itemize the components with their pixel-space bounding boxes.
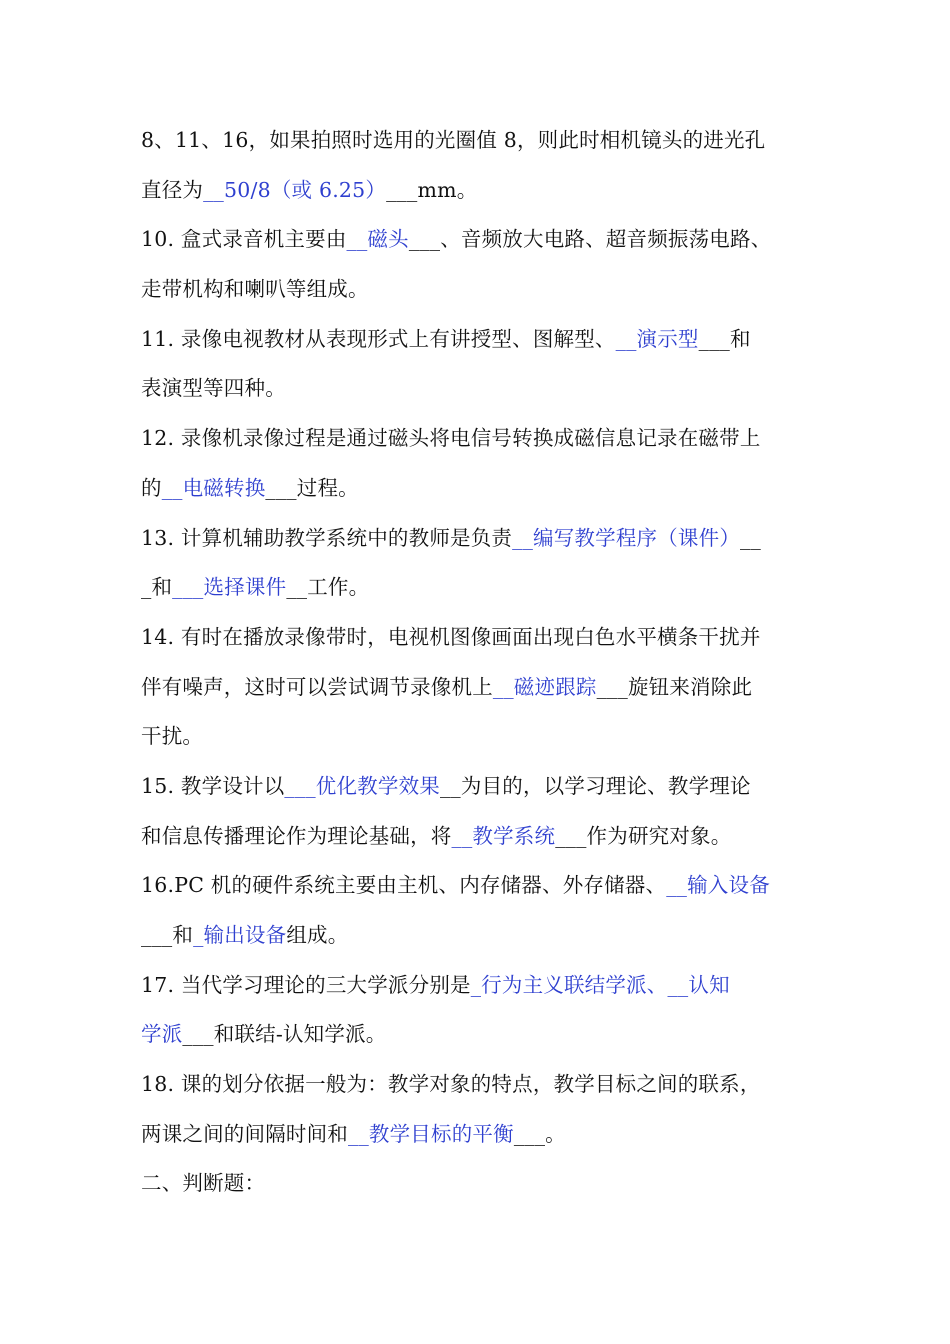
question-text: _和 bbox=[141, 575, 173, 600]
question-text: __ bbox=[740, 525, 761, 550]
answer-text: __磁头 bbox=[346, 227, 409, 252]
answer-text: 学派 bbox=[141, 1022, 183, 1047]
answer-text: ___选择课件 bbox=[172, 575, 287, 600]
text-line bbox=[141, 415, 821, 465]
text-line bbox=[141, 1160, 821, 1210]
text-line bbox=[141, 962, 821, 1012]
document-body bbox=[141, 117, 821, 1210]
question-text: 14. 有时在播放录像带时，电视机图像画面出现白色水平横条干扰并 bbox=[141, 624, 761, 649]
text-line bbox=[141, 515, 821, 565]
answer-text: ___优化教学效果 bbox=[284, 773, 440, 798]
text-line bbox=[141, 1111, 821, 1161]
question-text: 的 bbox=[141, 475, 162, 500]
question-text: ___和联结-认知学派。 bbox=[182, 1022, 387, 1047]
question-text: 二、判断题： bbox=[141, 1171, 266, 1196]
question-text: ___。 bbox=[513, 1121, 566, 1146]
question-text: 11. 录像电视教材从表现形式上有讲授型、图解型、 bbox=[141, 326, 616, 351]
text-line bbox=[141, 564, 821, 614]
question-text: ___旋钮来消除此 bbox=[596, 674, 753, 699]
question-text: ___和 bbox=[698, 326, 751, 351]
question-text: ___过程。 bbox=[265, 475, 359, 500]
question-text: ___、音频放大电路、超音频振荡电路、 bbox=[408, 227, 772, 252]
question-text: 13. 计算机辅助教学系统中的教师是负责 bbox=[141, 525, 513, 550]
question-text: 15. 教学设计以 bbox=[141, 773, 285, 798]
answer-text: __输入设备 bbox=[666, 873, 770, 898]
question-text: ___mm。 bbox=[386, 177, 478, 202]
text-line bbox=[141, 117, 821, 167]
question-text: 12. 录像机录像过程是通过磁头将电信号转换成磁信息记录在磁带上 bbox=[141, 426, 761, 451]
question-text: 16.PC 机的硬件系统主要由主机、内存储器、外存储器、 bbox=[141, 873, 667, 898]
text-line bbox=[141, 763, 821, 813]
question-text: 伴有噪声，这时可以尝试调节录像机上 bbox=[141, 674, 493, 699]
text-line bbox=[141, 465, 821, 515]
text-line bbox=[141, 216, 821, 266]
question-text: 18. 课的划分依据一般为：教学对象的特点，教学目标之间的联系， bbox=[141, 1072, 761, 1097]
text-line bbox=[141, 167, 821, 217]
text-line bbox=[141, 614, 821, 664]
answer-text: __电磁转换 bbox=[161, 475, 266, 500]
answer-text: __教学目标的平衡 bbox=[348, 1121, 514, 1146]
question-text: 组成。 bbox=[286, 923, 349, 947]
text-line bbox=[141, 664, 821, 714]
question-text: 直径为 bbox=[141, 177, 204, 202]
answer-text: __50/8（或 6.25） bbox=[203, 177, 387, 202]
answer-text: _行为主义联结学派、__认知 bbox=[470, 972, 730, 997]
text-line bbox=[141, 1061, 821, 1111]
question-text: 干扰。 bbox=[141, 724, 204, 749]
question-text: ___和 bbox=[141, 923, 194, 947]
question-text: 10. 盒式录音机主要由 bbox=[141, 227, 347, 252]
question-text: 17. 当代学习理论的三大学派分别是 bbox=[141, 972, 471, 997]
question-text: 走带机构和喇叭等组成。 bbox=[141, 277, 369, 302]
question-text: ___作为研究对象。 bbox=[555, 823, 732, 848]
answer-text: __磁迹跟踪 bbox=[492, 674, 597, 699]
answer-text: __教学系统 bbox=[451, 823, 556, 848]
text-line bbox=[141, 713, 821, 763]
question-text: 两课之间的间隔时间和 bbox=[141, 1121, 348, 1146]
question-text: 和信息传播理论作为理论基础，将 bbox=[141, 823, 452, 848]
text-line bbox=[141, 813, 821, 863]
text-line bbox=[141, 266, 821, 316]
answer-text: _输出设备 bbox=[193, 923, 287, 947]
text-line bbox=[141, 316, 821, 366]
text-line bbox=[141, 862, 821, 912]
text-line bbox=[141, 1011, 821, 1061]
question-text: 8、11、16，如果拍照时选用的光圈值 8，则此时相机镜头的进光孔 bbox=[141, 128, 766, 152]
question-text: __工作。 bbox=[286, 575, 370, 600]
question-text: 表演型等四种。 bbox=[141, 376, 286, 401]
text-line bbox=[141, 365, 821, 415]
text-line bbox=[141, 912, 821, 962]
answer-text: __演示型 bbox=[615, 326, 699, 351]
question-text: __为目的，以学习理论、教学理论 bbox=[439, 773, 751, 798]
answer-text: __编写教学程序（课件） bbox=[512, 525, 741, 550]
